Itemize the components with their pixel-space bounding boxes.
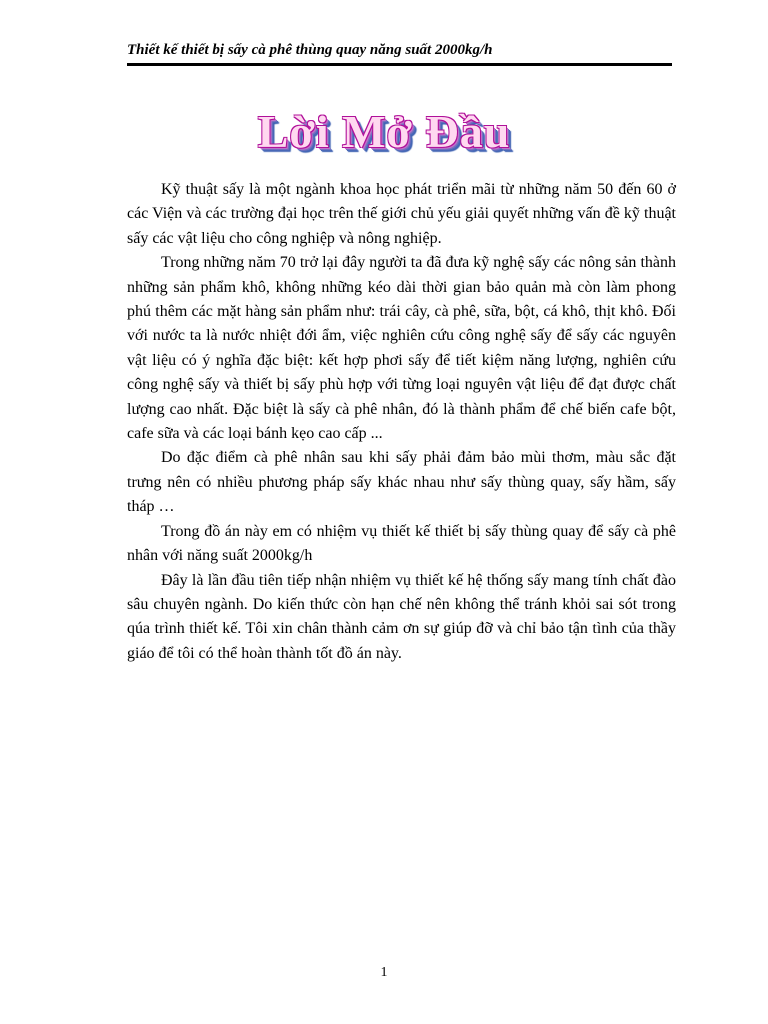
page-title: Lời Mở Đầu xyxy=(257,106,511,157)
paragraph: Đây là lần đầu tiên tiếp nhận nhiệm vụ thiết kế hệ thống sấy mang tính chất đào sâu chuyên ngành. Do kiến thức còn hạn chế nên không thể tránh khỏi sai sót trong qúa trình thiết kế. Tôi xin chân thành cảm ơn sự giúp đỡ và chỉ bảo tận tình của thầy giáo để tôi có thể hoàn thành tốt đồ án này. xyxy=(127,571,676,662)
header-rule xyxy=(127,63,672,66)
body-text xyxy=(127,178,676,666)
page-number: 1 xyxy=(380,965,388,980)
running-header: Thiết kế thiết bị sấy cà phê thùng quay năng suất 2000kg/h xyxy=(127,42,493,58)
paragraph: Kỹ thuật sấy là một ngành khoa học phát triển mãi từ những năm 50 đến 60 ở các Viện và các trường đại học trên thế giới chủ yếu giải quyết những vấn đề kỹ thuật sấy các vật liệu cho công nghiệp và nông nghiệp. xyxy=(127,181,676,247)
paragraph: Trong đồ án này em có nhiệm vụ thiết kế thiết bị sấy thùng quay để sấy cà phê nhân với năng suất 2000kg/h xyxy=(127,522,676,565)
paragraph: Do đặc điểm cà phê nhân sau khi sấy phải đảm bảo mùi thơm, màu sắc đặt trưng nên có nhiều phương pháp sấy khác nhau như sấy thùng quay, sấy hầm, sấy tháp … xyxy=(127,449,676,516)
paragraph: Trong những năm 70 trở lại đây người ta đã đưa kỹ nghệ sấy các nông sản thành những sản phẩm khô, không những kéo dài thời gian bảo quản mà còn làm phong phú thêm các mặt hàng sản phẩm như: trái cây, cà phê, sữa, bột, cá khô, thịt khô. Đối với nước ta là nước nhiệt đới ẩm, việc nghiên cứu công nghệ sấy để sấy các nguyên vật liệu có ý nghĩa đặc biệt: kết hợp phơi sấy để tiết kiệm năng lượng, nghiên cứu công nghệ sấy và thiết bị sấy phù hợp với từng loại nguyên vật liệu để đạt được chất lượng cao nhất. Đặc biệt là sấy cà phê nhân, đó là thành phẩm để chế biến cafe bột, cafe sữa và các loại bánh kẹo cao cấp ... xyxy=(127,254,676,443)
